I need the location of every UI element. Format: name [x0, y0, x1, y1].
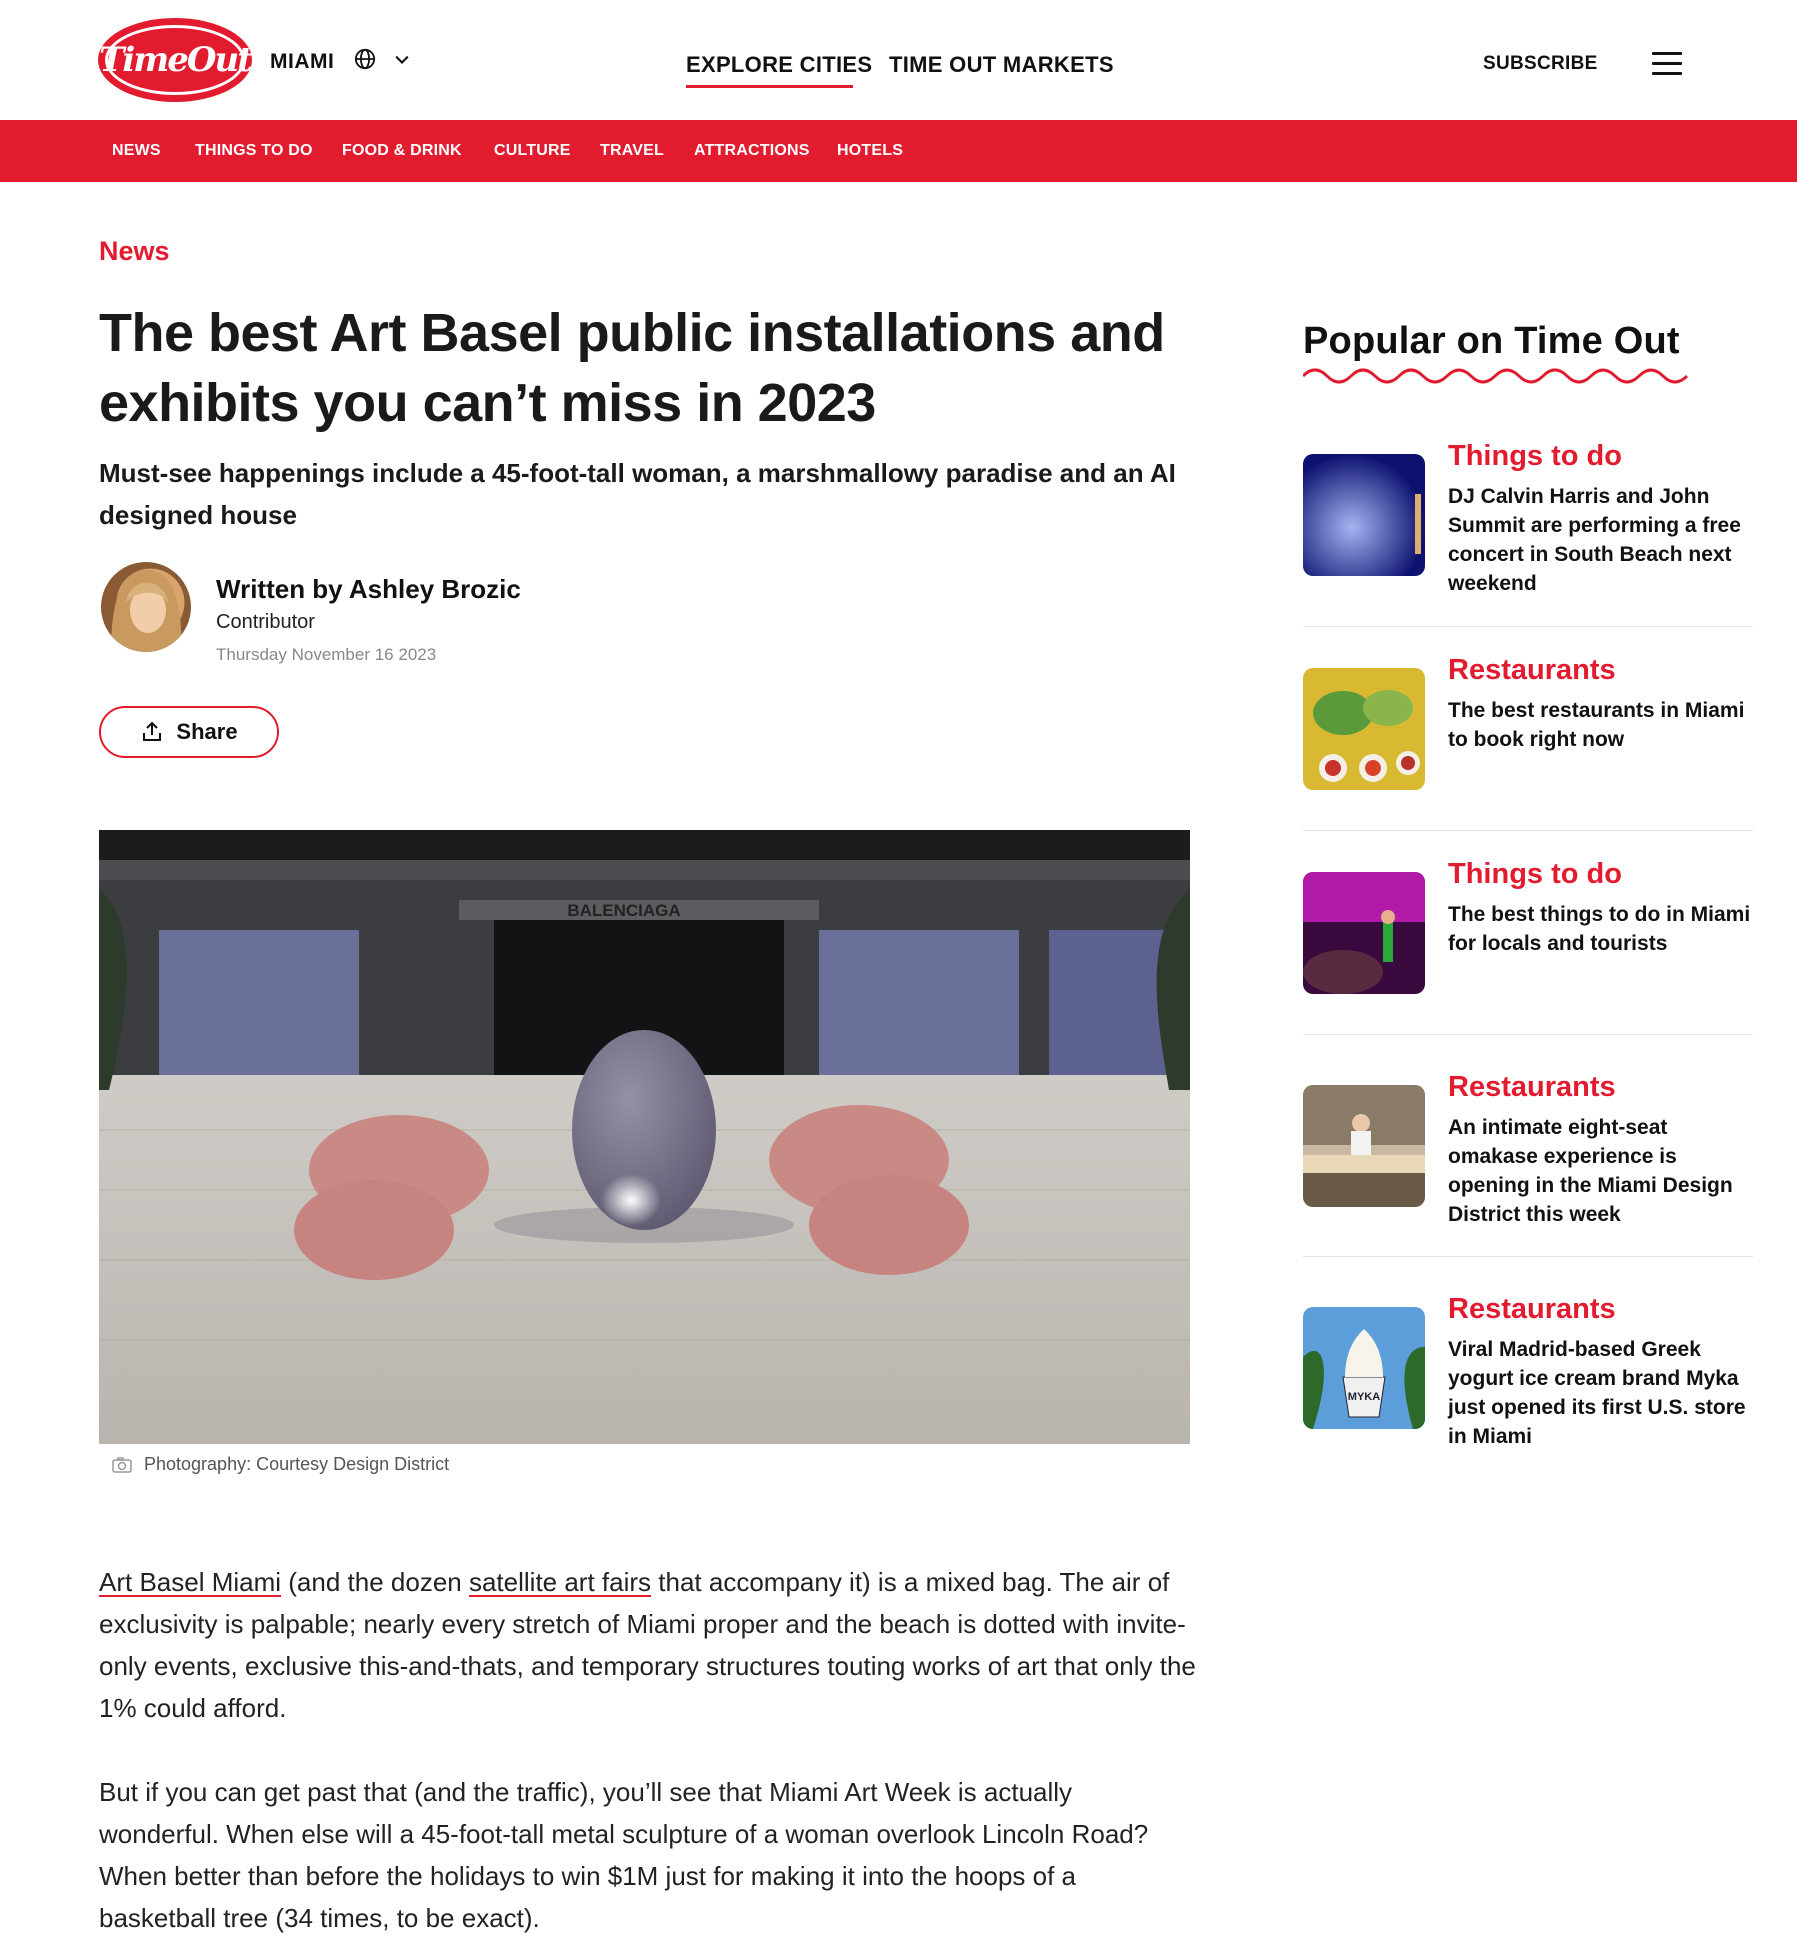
popular-category[interactable]: Restaurants	[1448, 1293, 1616, 1325]
popular-headline[interactable]: Viral Madrid-based Greek yogurt ice cream brand Myka just opened its first U.S. store in Miami	[1448, 1338, 1746, 1448]
popular-headline[interactable]: An intimate eight-seat omakase experience is opening in the Miami Design District this week	[1448, 1116, 1733, 1226]
storefront-sign: BALENCIAGA	[567, 901, 681, 920]
popular-category[interactable]: Restaurants	[1448, 1071, 1616, 1103]
divider	[1303, 626, 1753, 627]
category-nav-attractions[interactable]: ATTRACTIONS	[694, 142, 810, 159]
author-role: Contributor	[216, 611, 315, 633]
globe-icon[interactable]	[354, 48, 376, 70]
popular-headline[interactable]: The best things to do in Miami for locals and tourists	[1448, 903, 1751, 955]
divider	[1303, 830, 1753, 831]
category-nav-news[interactable]: NEWS	[112, 142, 161, 159]
article-subtitle: Must-see happenings include a 45-foot-tall woman, a marshmallowy paradise and an AI designed house	[99, 458, 1176, 530]
category-nav-hotels[interactable]: HOTELS	[837, 142, 904, 159]
nav-time-out-markets[interactable]: TIME OUT MARKETS	[889, 52, 1114, 77]
popular-thumb-myka[interactable]	[1303, 1307, 1425, 1429]
category-nav-travel[interactable]: TRAVEL	[600, 142, 665, 159]
subscribe-link[interactable]: SUBSCRIBE	[1483, 53, 1598, 74]
share-icon	[140, 720, 164, 744]
category-nav-culture[interactable]: CULTURE	[494, 142, 571, 159]
hero-image	[99, 830, 1190, 1444]
title-squiggle	[1303, 368, 1688, 384]
photo-caption	[112, 1454, 449, 1475]
category-nav	[0, 120, 1797, 182]
popular-title: Popular on Time Out	[1303, 320, 1680, 362]
site-header	[0, 0, 1797, 120]
popular-category[interactable]: Things to do	[1448, 858, 1622, 890]
author-avatar[interactable]	[101, 562, 191, 652]
popular-thumb-restaurant-food[interactable]	[1303, 668, 1425, 790]
author-name[interactable]: Written by Ashley Brozic	[216, 574, 521, 604]
category-nav-things-to-do[interactable]: THINGS TO DO	[195, 142, 313, 159]
popular-headline[interactable]: DJ Calvin Harris and John Summit are performing a free concert in South Beach next weekend	[1448, 485, 1741, 595]
popular-thumb-concert[interactable]	[1303, 454, 1425, 576]
link-art-basel-miami[interactable]: Art Basel Miami	[99, 1567, 282, 1597]
popular-thumb-nightlife[interactable]	[1303, 872, 1425, 994]
camera-icon	[112, 1457, 132, 1473]
logo-ring	[99, 25, 251, 95]
timeout-logo[interactable]	[98, 18, 252, 102]
city-selector-label[interactable]: MIAMI	[270, 50, 335, 73]
share-label: Share	[176, 719, 238, 744]
paragraph-text: that accompany it) is a mixed bag. The air of exclusivity is palpable; nearly every stretch of Miami proper and the beach is dotted with invite-only events, exclusive this-and-thats, and temporary structures touting works of art that only the 1% could afford.	[99, 1567, 1196, 1723]
popular-category[interactable]: Things to do	[1448, 440, 1622, 472]
article-paragraph-1	[99, 1561, 1199, 1729]
divider	[1303, 1034, 1753, 1035]
photo-caption-text: Photography: Courtesy Design District	[144, 1454, 450, 1474]
article-title: The best Art Basel public installations and exhibits you can’t miss in 2023	[99, 303, 1165, 433]
article-paragraph-2: But if you can get past that (and the traffic), you’ll see that Miami Art Week is actually wonderful. When else will a 45-foot-tall metal sculpture of a woman overlook Lincoln Road? When better than before the holidays to win $1M just for making it into the hoops of a basketball tree (34 times, to be exact).	[99, 1777, 1149, 1933]
chevron-down-icon[interactable]	[392, 50, 412, 70]
article-kicker[interactable]: News	[99, 236, 170, 266]
nav-explore-cities[interactable]: EXPLORE CITIES	[686, 52, 873, 77]
myka-cup-label: MYKA	[1347, 1391, 1381, 1403]
popular-headline[interactable]: The best restaurants in Miami to book right now	[1448, 699, 1745, 751]
paragraph-text: (and the dozen	[281, 1567, 469, 1597]
link-satellite-art-fairs[interactable]: satellite art fairs	[468, 1567, 652, 1597]
active-nav-underline	[686, 85, 853, 88]
publish-date: Thursday November 16 2023	[216, 645, 437, 664]
share-button[interactable]	[99, 706, 279, 758]
menu-icon[interactable]	[1652, 52, 1682, 76]
popular-category[interactable]: Restaurants	[1448, 654, 1616, 686]
divider	[1303, 1256, 1753, 1257]
category-nav-food-drink[interactable]: FOOD & DRINK	[342, 142, 462, 159]
logo-text: TimeOut	[99, 40, 251, 80]
popular-thumb-omakase[interactable]	[1303, 1085, 1425, 1207]
